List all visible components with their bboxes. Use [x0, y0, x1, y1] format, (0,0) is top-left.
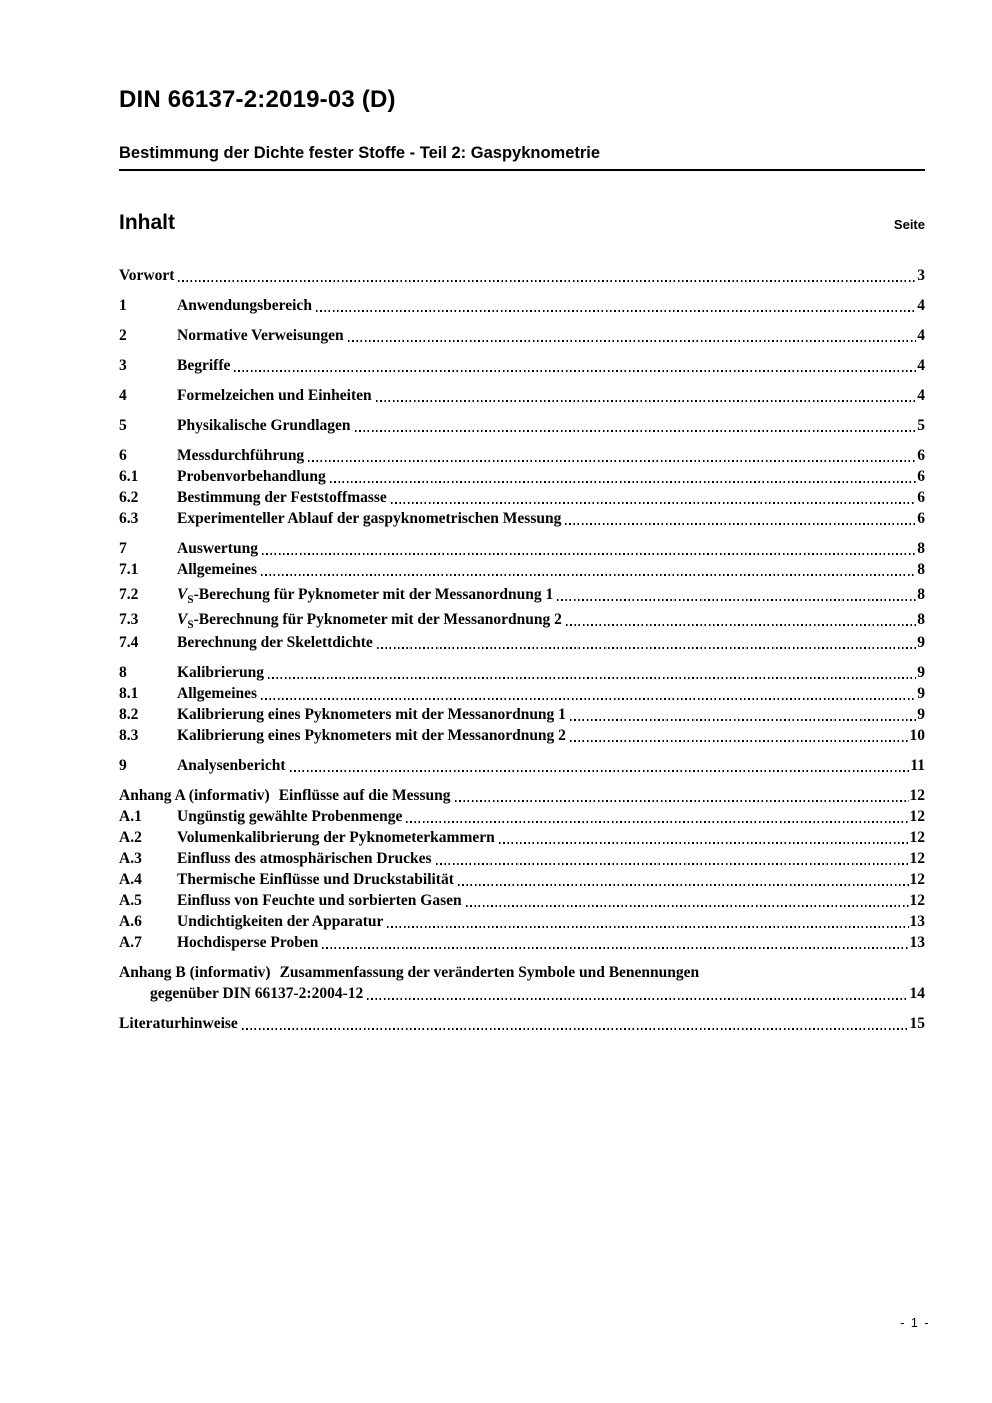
toc-entry — [119, 806, 925, 827]
toc-entry-title: Kalibrierung eines Pyknometers mit der Messanordnung 1 — [177, 706, 566, 723]
toc-leader-dots — [242, 1028, 909, 1030]
toc-leader-dots — [570, 719, 916, 721]
toc-entry-page: 14 — [909, 985, 925, 1002]
toc-entry-number: A.4 — [119, 871, 142, 888]
toc-entry-page: 5 — [917, 417, 925, 434]
toc-entry-number: 7.4 — [119, 634, 139, 651]
toc-entry-page: 15 — [909, 1015, 925, 1032]
toc-entry-title: Messdurchführung — [177, 447, 305, 464]
toc-leader-dots — [499, 842, 909, 844]
toc-leader-dots — [261, 698, 916, 700]
document-code: DIN 66137-2:2019-03 (D) — [119, 86, 396, 113]
toc-entry-title: Vorwort — [119, 267, 175, 284]
toc-entry — [119, 538, 925, 559]
toc-entry-page: 6 — [917, 510, 925, 527]
toc-entry — [119, 508, 925, 529]
toc-entry — [119, 848, 925, 869]
toc-leader-dots — [262, 553, 916, 555]
toc-entry-title: Kalibrierung — [177, 664, 264, 681]
toc-entry — [119, 325, 925, 346]
toc-leader-dots — [387, 926, 908, 928]
toc-entry — [119, 890, 925, 911]
toc-entry-title: Experimenteller Ablauf der gaspyknometrischen Messung — [177, 510, 562, 527]
toc-entry-title: Einflüsse auf die Messung — [278, 787, 451, 804]
toc-entry-number: 8.2 — [119, 706, 139, 723]
toc-header — [119, 211, 925, 235]
variable-subscript: S — [187, 594, 194, 607]
toc-entry-number: 7.2 — [119, 586, 139, 603]
toc-leader-dots — [570, 740, 909, 742]
toc-entry-page: 4 — [917, 297, 925, 314]
toc-leader-dots — [322, 947, 908, 949]
toc-entry-title: Kalibrierung eines Pyknometers mit der Messanordnung 2 — [177, 727, 566, 744]
toc-leader-dots — [566, 624, 916, 626]
toc-entry — [119, 584, 925, 605]
toc-leader-dots — [316, 310, 916, 312]
toc-entry-title-rest: -Berechung für Pyknometer mit der Messanordnung 1 — [193, 586, 554, 603]
toc-entry-number: 4 — [119, 387, 127, 404]
toc-entry-number: 6.3 — [119, 510, 139, 527]
toc-entry-title: Formelzeichen und Einheiten — [177, 387, 372, 404]
toc-entry — [119, 355, 925, 376]
toc-entry-number: 8 — [119, 664, 127, 681]
toc-entry — [119, 911, 925, 932]
toc-entry-number: 6.2 — [119, 489, 139, 506]
toc-entry-title — [177, 609, 562, 630]
toc-entry-page: 13 — [909, 934, 925, 951]
toc-entry-number: A.7 — [119, 934, 142, 951]
toc-entry-page: 9 — [917, 664, 925, 681]
variable-symbol: V — [177, 586, 188, 603]
toc-entry-number: 8.1 — [119, 685, 139, 702]
toc-entry-title: Normative Verweisungen — [177, 327, 344, 344]
toc-entry-number: A.1 — [119, 808, 142, 825]
toc-entry-number: 1 — [119, 297, 127, 314]
toc-entry-page: 8 — [917, 611, 925, 628]
toc-entry-title — [177, 584, 553, 605]
toc-entry-title: Volumenkalibrierung der Pyknometerkammern — [177, 829, 495, 846]
toc-leader-dots — [348, 340, 917, 342]
toc-entry — [119, 662, 925, 683]
toc-leader-dots — [466, 905, 909, 907]
toc-entry-page: 3 — [917, 267, 925, 284]
variable-subscript: S — [187, 619, 194, 632]
toc-entry — [119, 932, 925, 953]
toc-entry-page: 4 — [917, 327, 925, 344]
page-number-footer: - 1 - — [900, 1316, 930, 1330]
toc-entry — [119, 385, 925, 406]
toc-entry-number: A.6 — [119, 913, 142, 930]
toc-leader-dots — [290, 770, 910, 772]
toc-entry — [119, 785, 925, 806]
toc-leader-dots — [406, 821, 908, 823]
toc-entry-number: A.3 — [119, 850, 142, 867]
toc-entry-title: Anwendungsbereich — [177, 297, 312, 314]
toc-entry — [119, 827, 925, 848]
toc-entry-title: Einfluss von Feuchte und sorbierten Gasen — [177, 892, 462, 909]
toc-entry-page: 8 — [917, 561, 925, 578]
toc-entry-number: 7.3 — [119, 611, 139, 628]
toc-entry — [119, 415, 925, 436]
toc-entry-title: Ungünstig gewählte Probenmenge — [177, 808, 403, 825]
toc-entry-number: 7.1 — [119, 561, 139, 578]
toc-entry-number: 8.3 — [119, 727, 139, 744]
toc-leader-dots — [436, 863, 909, 865]
toc-entry — [119, 869, 925, 890]
toc-entry-page: 6 — [917, 447, 925, 464]
toc-entry-title: Probenvorbehandlung — [177, 468, 326, 485]
toc-leader-dots — [458, 884, 909, 886]
toc-heading: Inhalt — [119, 211, 175, 234]
toc-entry-title: Allgemeines — [177, 561, 258, 578]
toc-entry-page: 10 — [909, 727, 925, 744]
toc-entry-page: 4 — [917, 357, 925, 374]
toc-entry-title: Bestimmung der Feststoffmasse — [177, 489, 387, 506]
toc-leader-dots — [377, 647, 916, 649]
toc-entry-number: Anhang B (informativ) — [119, 964, 271, 981]
toc-entry-number: 6 — [119, 447, 127, 464]
toc-entry — [119, 265, 925, 286]
toc-entry-title: Einfluss des atmosphärischen Druckes — [177, 850, 432, 867]
toc-entry — [119, 559, 925, 580]
toc-entry-number: Anhang A (informativ) — [119, 787, 270, 804]
toc-entry-title: Berechnung der Skelettdichte — [177, 634, 373, 651]
document-title: Bestimmung der Dichte fester Stoffe - Teil 2: Gaspyknometrie — [119, 144, 925, 171]
toc-entry-title: Physikalische Grundlagen — [177, 417, 351, 434]
toc-entry-title: Zusammenfassung der veränderten Symbole und Benennungen — [279, 964, 700, 981]
toc-entry-title: Undichtigkeiten der Apparatur — [177, 913, 384, 930]
toc-leader-dots — [234, 370, 916, 372]
toc-entry-number: A.5 — [119, 892, 142, 909]
toc-entry-title-continued: gegenüber DIN 66137-2:2004-12 — [150, 985, 364, 1002]
toc-entry-page: 6 — [917, 468, 925, 485]
toc-entry — [119, 755, 925, 776]
toc-entry-number: A.2 — [119, 829, 142, 846]
toc-entry — [119, 445, 925, 466]
toc-leader-dots — [565, 523, 916, 525]
toc-leader-dots — [178, 280, 916, 282]
toc-entry-number: 6.1 — [119, 468, 139, 485]
toc-entry — [119, 725, 925, 746]
toc-entry — [119, 704, 925, 725]
toc-leader-dots — [455, 800, 909, 802]
toc-entry-page: 12 — [909, 829, 925, 846]
toc-entry-page: 11 — [910, 757, 925, 774]
toc-entry-page: 12 — [909, 787, 925, 804]
toc-entry-title: Hochdisperse Proben — [177, 934, 319, 951]
toc-entry-page: 8 — [917, 540, 925, 557]
toc-entry — [119, 683, 925, 704]
toc-entry-page: 12 — [909, 808, 925, 825]
toc-entry-title: Analysenbericht — [177, 757, 286, 774]
toc-entry-page: 9 — [917, 634, 925, 651]
table-of-contents — [119, 265, 925, 1034]
toc-leader-dots — [261, 574, 916, 576]
toc-leader-dots — [376, 400, 917, 402]
toc-entry-page: 8 — [917, 586, 925, 603]
toc-leader-dots — [557, 599, 916, 601]
toc-entry-page: 4 — [917, 387, 925, 404]
toc-entry-title: Begriffe — [177, 357, 231, 374]
toc-entry — [119, 632, 925, 653]
toc-entry — [119, 466, 925, 487]
toc-entry-title: Literaturhinweise — [119, 1015, 238, 1032]
toc-entry — [119, 609, 925, 630]
toc-entry-page: 9 — [917, 706, 925, 723]
variable-symbol: V — [177, 611, 188, 628]
toc-entry-page: 6 — [917, 489, 925, 506]
toc-entry-number: 2 — [119, 327, 127, 344]
toc-entry-number: 5 — [119, 417, 127, 434]
toc-entry-page: 12 — [909, 871, 925, 888]
toc-leader-dots — [355, 430, 917, 432]
toc-entry — [119, 1013, 925, 1034]
toc-leader-dots — [391, 502, 916, 504]
toc-entry-wrap-line — [119, 983, 925, 1004]
toc-leader-dots — [268, 677, 916, 679]
toc-entry-number: 7 — [119, 540, 127, 557]
toc-entry-title: Auswertung — [177, 540, 258, 557]
toc-entry-page: 9 — [917, 685, 925, 702]
toc-entry-page: 12 — [909, 892, 925, 909]
toc-leader-dots — [330, 481, 917, 483]
toc-entry — [119, 487, 925, 508]
toc-entry — [119, 295, 925, 316]
toc-entry-title: Thermische Einflüsse und Druckstabilität — [177, 871, 454, 888]
toc-entry-number: 9 — [119, 757, 127, 774]
toc-entry-page: 13 — [909, 913, 925, 930]
toc-entry-title-rest: -Berechnung für Pyknometer mit der Messanordnung 2 — [193, 611, 562, 628]
toc-entry-number: 3 — [119, 357, 127, 374]
page-column-label: Seite — [893, 217, 925, 232]
toc-leader-dots — [308, 460, 916, 462]
toc-entry-page: 12 — [909, 850, 925, 867]
toc-leader-dots — [367, 998, 908, 1000]
page-content — [119, 0, 925, 1034]
toc-entry — [119, 962, 925, 983]
toc-entry-title: Allgemeines — [177, 685, 258, 702]
